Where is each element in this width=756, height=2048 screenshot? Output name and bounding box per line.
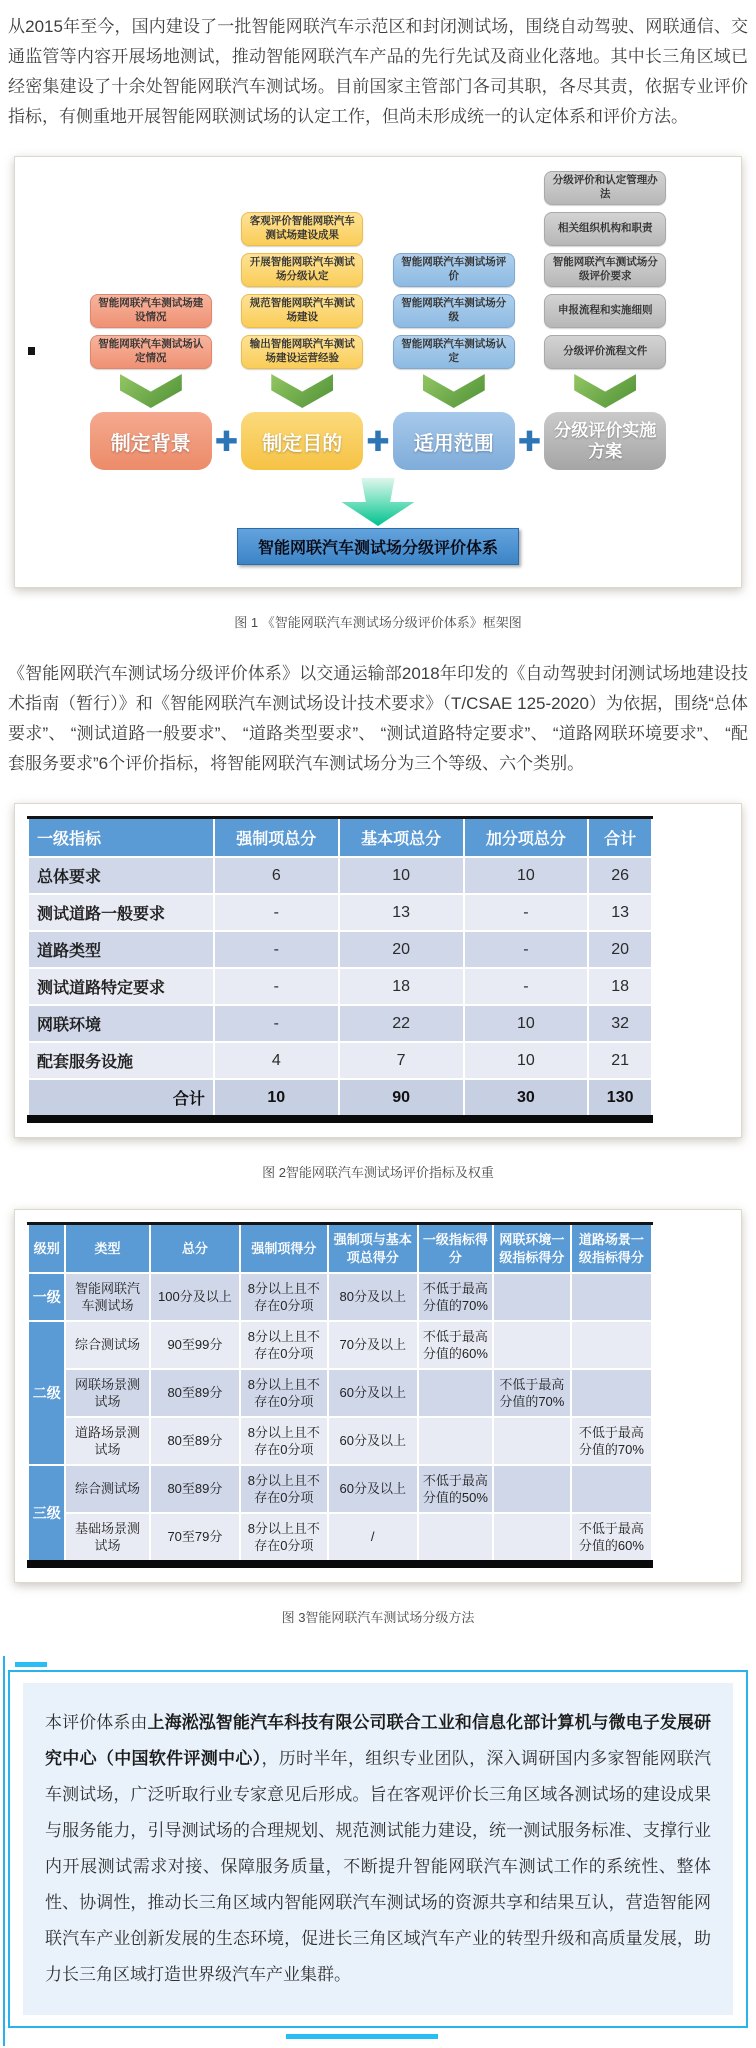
cell: 8分以上且不存在0分项 (240, 1513, 327, 1564)
cell: 18 (588, 968, 652, 1005)
table-row (28, 857, 652, 894)
cell: 不低于最高分值的70% (493, 1369, 571, 1417)
figure1-framework-diagram (14, 156, 742, 588)
table-header-row (28, 1224, 652, 1274)
cell (418, 1513, 493, 1564)
cell: 60分及以上 (328, 1369, 418, 1417)
cell: 8分以上且不存在0分项 (240, 1273, 327, 1321)
cell: 10 (339, 857, 464, 894)
diagram-box: 输出智能网联汽车测试场建设运营经验 (241, 335, 363, 369)
cell: 不低于最高分值的70% (571, 1417, 652, 1465)
cell: - (464, 968, 589, 1005)
diagram-category-box: 制定目的 (241, 412, 363, 470)
cell: 测试道路特定要求 (28, 968, 214, 1005)
cell: / (328, 1513, 418, 1564)
cell: 不低于最高分值的50% (418, 1465, 493, 1513)
footer-highlight-box (8, 1670, 748, 2028)
table-row (28, 931, 652, 968)
cell (418, 1417, 493, 1465)
level-cell: 一级 (28, 1273, 65, 1321)
cell: 80至89分 (150, 1465, 240, 1513)
cell: 21 (588, 1042, 652, 1079)
cell (571, 1273, 652, 1321)
figure3-table-card (14, 1209, 742, 1583)
column-header: 道路场景一级指标得分 (571, 1224, 652, 1274)
cell: 道路类型 (28, 931, 214, 968)
cell: 80至89分 (150, 1369, 240, 1417)
diagram-box: 规范智能网联汽车测试场建设 (241, 294, 363, 328)
cell: 4 (214, 1042, 339, 1079)
column-header: 合计 (588, 818, 652, 858)
table-row (28, 1273, 652, 1321)
cell: - (464, 894, 589, 931)
cell: - (214, 931, 339, 968)
cell: 20 (588, 931, 652, 968)
cell: 18 (339, 968, 464, 1005)
figure3-caption: 图 3智能网联汽车测试场分级方法 (281, 1610, 475, 1626)
cell: 8分以上且不存在0分项 (240, 1369, 327, 1417)
chevron-down-icon (423, 374, 485, 408)
cell: 智能网联汽车测试场 (65, 1273, 149, 1321)
column-header: 总分 (150, 1224, 240, 1274)
cell: 不低于最高分值的70% (418, 1273, 493, 1321)
grading-table (27, 1222, 653, 1568)
diagram-column-purpose (241, 173, 363, 470)
column-header: 强制项得分 (240, 1224, 327, 1274)
cell: 道路场景测试场 (65, 1417, 149, 1465)
cell: 13 (588, 894, 652, 931)
cell (493, 1273, 571, 1321)
cell: - (464, 931, 589, 968)
cell: 10 (464, 1042, 589, 1079)
cell: 8分以上且不存在0分项 (240, 1417, 327, 1465)
cell: 26 (588, 857, 652, 894)
level-cell: 三级 (28, 1465, 65, 1564)
arrow-down-icon (340, 478, 416, 526)
intro-paragraph: 从2015年至今，国内建设了一批智能网联汽车示范区和封闭测试场，围绕自动驾驶、网联通信、交通监管等内容开展场地测试，推动智能网联汽车产品的先行先试及商业化落地。其中长三角区域已经密集建设了十余处智能网联汽车测试场。目前国家主管部门各司其职，各尽其责，依据专业评价指标，有侧重地开展智能网联测试场的认定工作，但尚未形成统一的认定体系和评价方法。 (8, 17, 748, 126)
cell: 60分及以上 (328, 1417, 418, 1465)
diagram-box: 智能网联汽车测试场评价 (393, 253, 515, 287)
footer-text (23, 1683, 733, 2015)
table-row (28, 1465, 652, 1513)
cell: 80分及以上 (328, 1273, 418, 1321)
column-header: 类型 (65, 1224, 149, 1274)
cell (571, 1321, 652, 1369)
cell: 8分以上且不存在0分项 (240, 1321, 327, 1369)
cell: 基础场景测试场 (65, 1513, 149, 1564)
plus-icon: ✚ (517, 426, 542, 457)
diagram-box: 智能网联汽车测试场认定 (393, 335, 515, 369)
cell (493, 1513, 571, 1564)
table-row (28, 1417, 652, 1465)
cell: 90至99分 (150, 1321, 240, 1369)
diagram-box: 分级评价流程文件 (544, 335, 666, 369)
diagram-columns (23, 173, 733, 470)
table-row (28, 1321, 652, 1369)
diagram-box: 开展智能网联汽车测试场分级认定 (241, 253, 363, 287)
cell: 合计 (28, 1079, 214, 1119)
cell: 网联场景测试场 (65, 1369, 149, 1417)
column-header: 强制项与基本项总得分 (328, 1224, 418, 1274)
cell: 80至89分 (150, 1417, 240, 1465)
cell (571, 1369, 652, 1417)
column-header: 一级指标 (28, 818, 214, 858)
table-row (28, 1005, 652, 1042)
cell: - (214, 894, 339, 931)
diagram-column-background (90, 173, 212, 470)
diagram-box: 客观评价智能网联汽车测试场建设成果 (241, 212, 363, 246)
cell: 22 (339, 1005, 464, 1042)
table-row (28, 894, 652, 931)
column-header: 加分项总分 (464, 818, 589, 858)
column-header: 强制项总分 (214, 818, 339, 858)
diagram-box: 申报流程和实施细则 (544, 294, 666, 328)
diagram-category-box: 分级评价实施方案 (544, 412, 666, 470)
diagram-title-banner: 智能网联汽车测试场分级评价体系 (237, 528, 519, 565)
stray-bullet (28, 347, 35, 355)
table-header-row (28, 818, 652, 858)
table-row (28, 1369, 652, 1417)
diagram-box: 智能网联汽车测试场建设情况 (90, 294, 212, 328)
cell: - (214, 1005, 339, 1042)
cell: 10 (464, 1005, 589, 1042)
cell (493, 1321, 571, 1369)
cell: 130 (588, 1079, 652, 1119)
diagram-column-implementation (544, 173, 666, 470)
level-cell: 二级 (28, 1321, 65, 1465)
cell: 20 (339, 931, 464, 968)
footer-text-bold: 上海淞泓智能汽车科技有限公司联合工业和信息化部计算机与微电子发展研究中心（中国软件评测中心） (45, 1713, 712, 1769)
table-row (28, 1042, 652, 1079)
cell: 7 (339, 1042, 464, 1079)
decoration-bar-icon (286, 2034, 438, 2039)
cell: 6 (214, 857, 339, 894)
cell: 10 (464, 857, 589, 894)
score-weight-table (27, 816, 653, 1123)
column-header: 一级指标得分 (418, 1224, 493, 1274)
chevron-down-icon (120, 374, 182, 408)
cell: - (214, 968, 339, 1005)
cell: 60分及以上 (328, 1465, 418, 1513)
cell: 13 (339, 894, 464, 931)
cell: 30 (464, 1079, 589, 1119)
plus-icon: ✚ (366, 426, 390, 457)
cell: 8分以上且不存在0分项 (240, 1465, 327, 1513)
figure2-caption: 图 2智能网联汽车测试场评价指标及权重 (262, 1165, 494, 1180)
cell: 配套服务设施 (28, 1042, 214, 1079)
cell: 不低于最高分值的60% (571, 1513, 652, 1564)
cell (493, 1417, 571, 1465)
cell: 总体要求 (28, 857, 214, 894)
chevron-down-icon (271, 374, 333, 408)
table-total-row (28, 1079, 652, 1119)
decoration-dash-icon (15, 1662, 47, 1667)
cell: 测试道路一般要求 (28, 894, 214, 931)
chevron-down-icon (574, 374, 636, 408)
figure1-caption: 图 1 《智能网联汽车测试场分级评价体系》框架图 (234, 615, 522, 630)
cell: 90 (339, 1079, 464, 1119)
diagram-box: 相关组织机构和职责 (544, 212, 666, 246)
cell: 10 (214, 1079, 339, 1119)
diagram-box: 智能网联汽车测试场分级评价要求 (544, 253, 666, 287)
cell: 100分及以上 (150, 1273, 240, 1321)
cell: 不低于最高分值的60% (418, 1321, 493, 1369)
diagram-category-box: 适用范围 (393, 412, 515, 470)
diagram-category-box: 制定背景 (90, 412, 212, 470)
diagram-box: 分级评价和认定管理办法 (544, 171, 666, 205)
cell: 网联环境 (28, 1005, 214, 1042)
diagram-box: 智能网联汽车测试场分级 (393, 294, 515, 328)
plus-icon: ✚ (214, 426, 239, 457)
cell: 综合测试场 (65, 1465, 149, 1513)
diagram-box: 智能网联汽车测试场认定情况 (90, 335, 212, 369)
table-row (28, 1513, 652, 1564)
column-header: 基本项总分 (339, 818, 464, 858)
column-header: 网联环境一级指标得分 (493, 1224, 571, 1274)
cell: 70至79分 (150, 1513, 240, 1564)
cell: 32 (588, 1005, 652, 1042)
figure2-table-card (14, 803, 742, 1138)
cell (493, 1465, 571, 1513)
body-paragraph: 《智能网联汽车测试场分级评价体系》以交通运输部2018年印发的《自动驾驶封闭测试场地建设技术指南（暂行）》和《智能网联汽车测试场设计技术要求》（T/CSAE 125-2020）为依据，围绕“总体要求”、 “测试道路一般要求”、 “道路类型要求”、 “测试道路特定要求”、 “道路网联环境要求”、 “配套服务要求”6个评价指标，将智能网联汽车测试场分为三个等级、六个类别。 (8, 664, 748, 773)
footer-text-intro: 本评价体系由 (45, 1713, 148, 1733)
table-row (28, 968, 652, 1005)
cell (418, 1369, 493, 1417)
cell (571, 1465, 652, 1513)
column-header: 级别 (28, 1224, 65, 1274)
footer-text-rest: ，历时半年，组织专业团队，深入调研国内多家智能网联汽车测试场，广泛听取行业专家意见后形成。旨在客观评价长三角区域各测试场的建设成果与服务能力，引导测试场的合理规划、规范测试能力建设，统一测试服务标准、支撑行业内开展测试需求对接、保障服务质量，不断提升智能网联汽车测试工作的系统性、整体性、协调性，推动长三角区域内智能网联汽车测试场的资源共享和结果互认，营造智能网联汽车产业创新发展的生态环境，促进长三角区域汽车产业的转型升级和高质量发展，助力长三角区域打造世界级汽车产业集群。 (45, 1749, 712, 1985)
cell: 70分及以上 (328, 1321, 418, 1369)
cell: 综合测试场 (65, 1321, 149, 1369)
diagram-column-scope (393, 173, 515, 470)
